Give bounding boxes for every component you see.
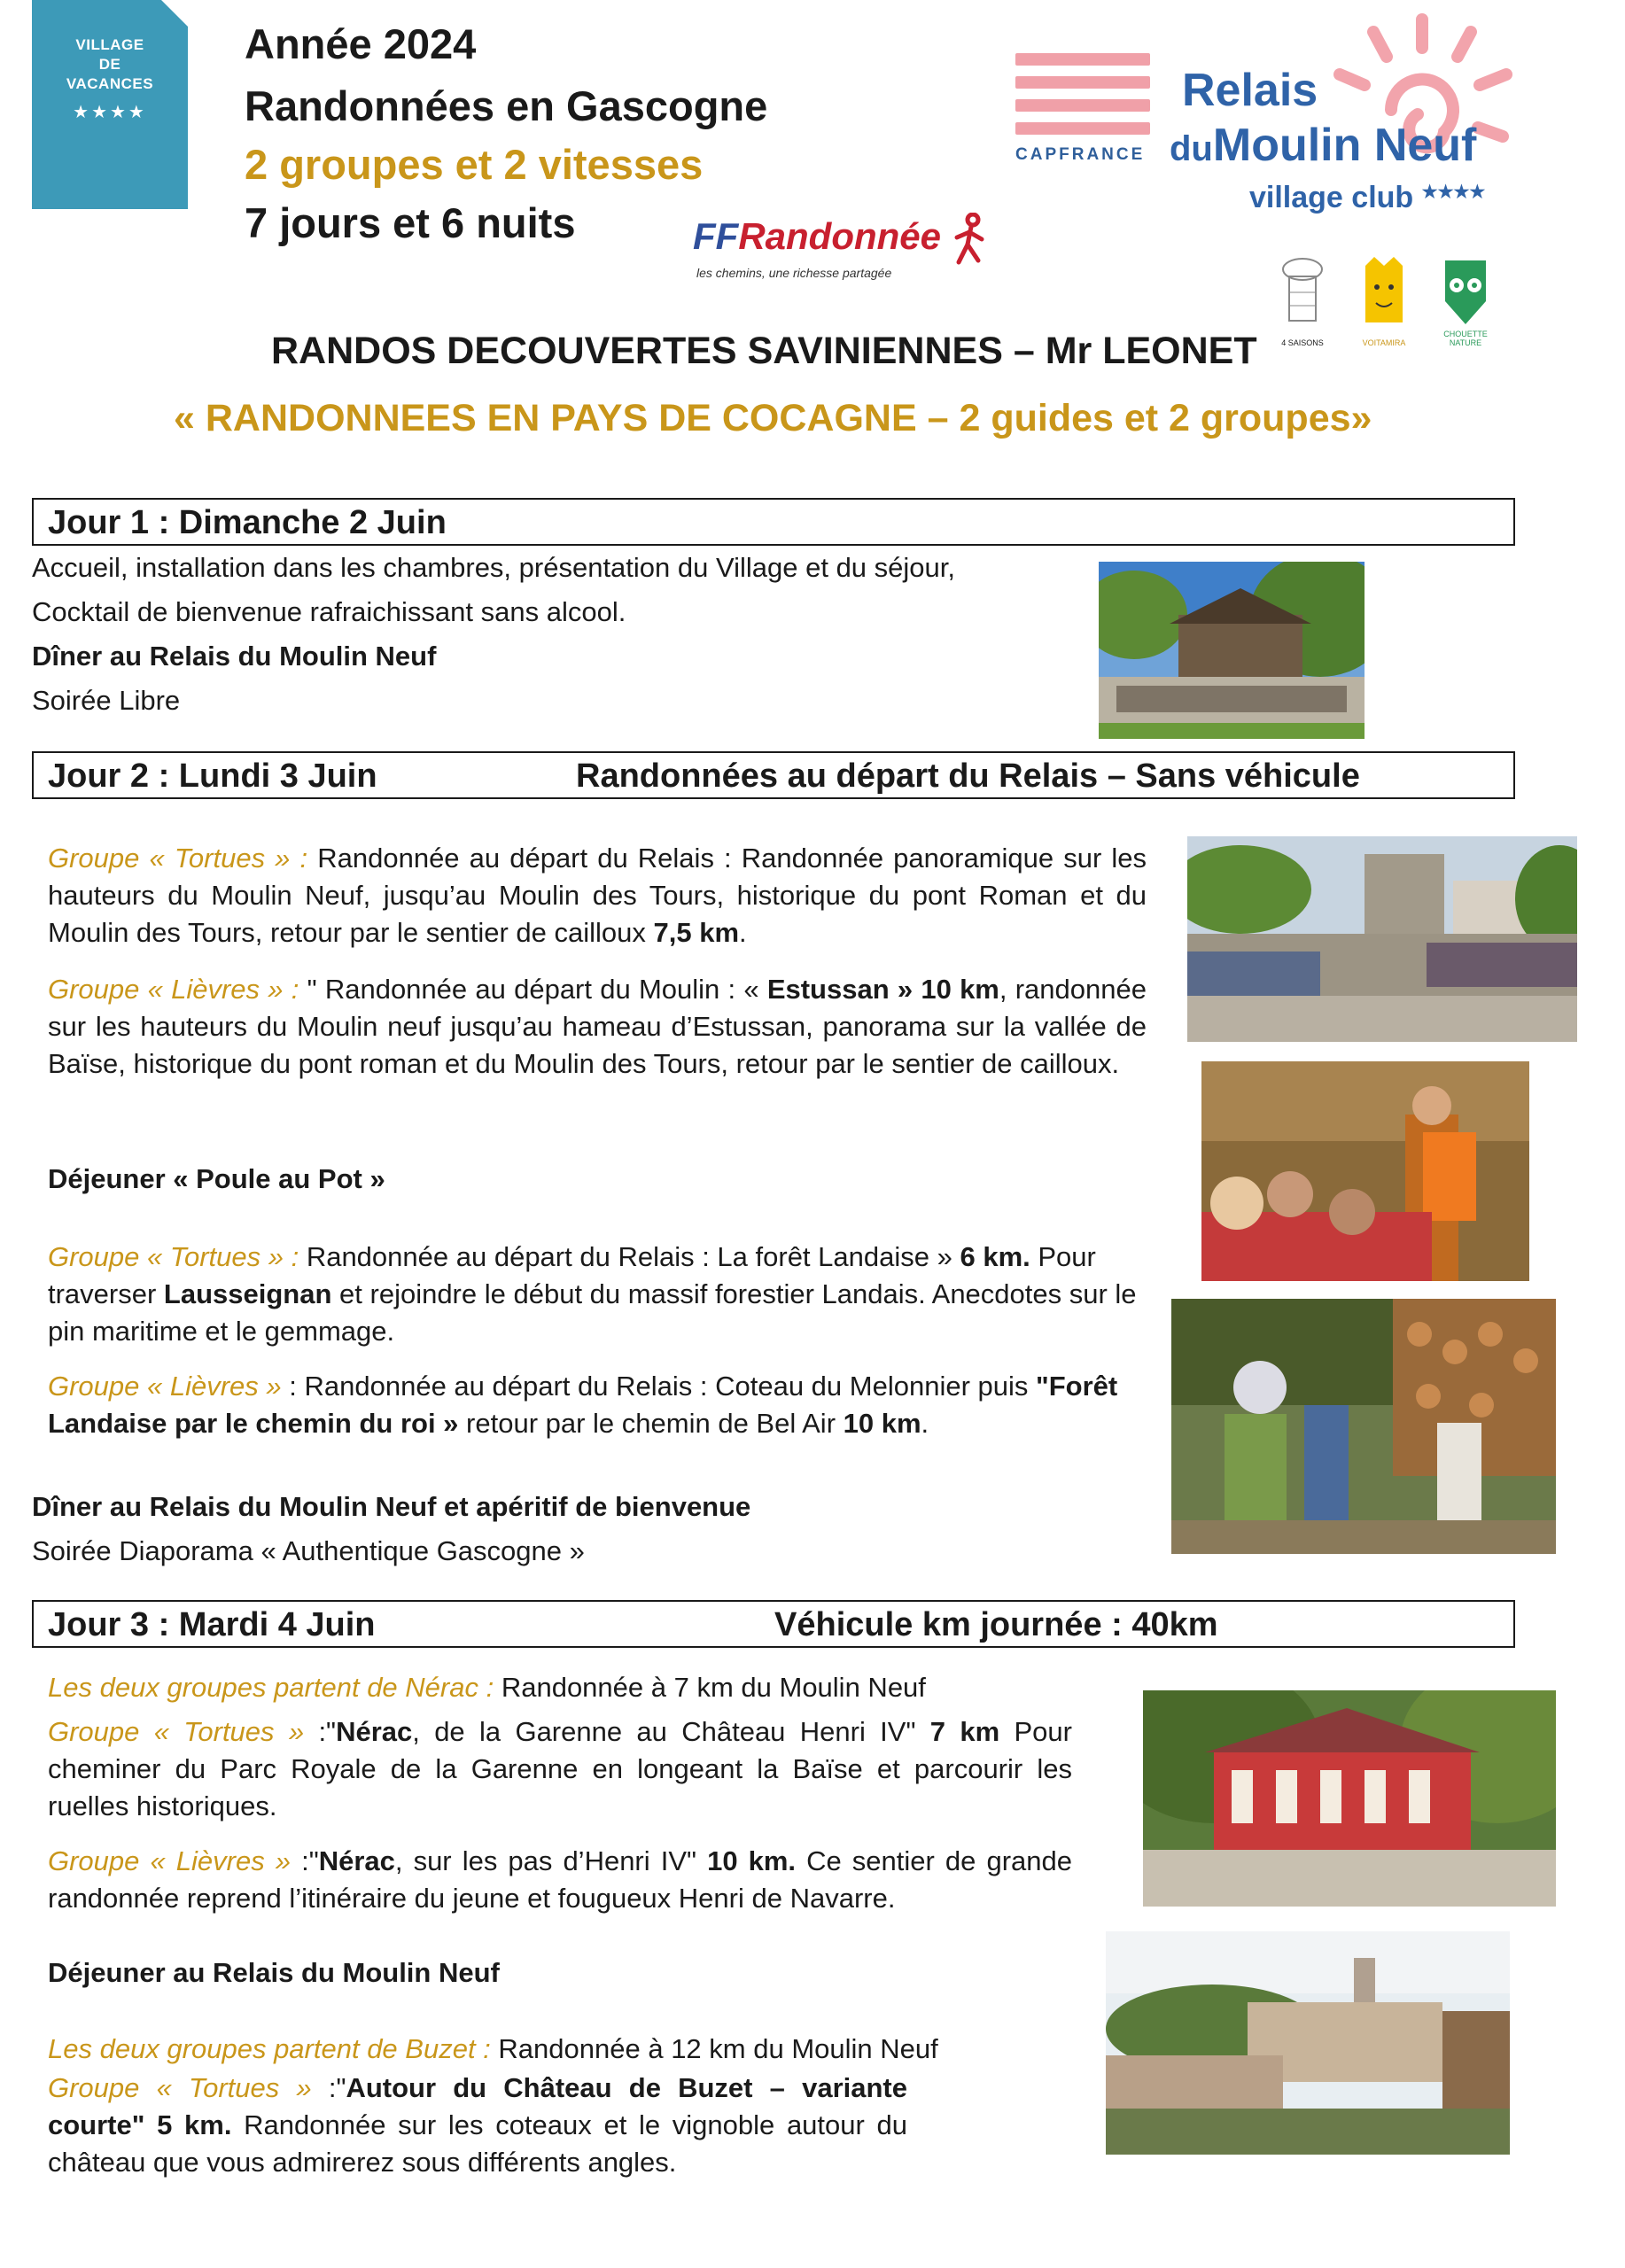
day3-buzet-label: Les deux groupes partent de Buzet :	[48, 2033, 491, 2064]
day1-line1: Accueil, installation dans les chambres, présentation du Village et du séjour,	[32, 552, 955, 583]
day3-tortues-2	[48, 2070, 907, 2181]
day2-lievres-2	[48, 1368, 1147, 1442]
hiker-icon	[952, 213, 987, 266]
day3-l1-text-b: , sur les pas d’Henri IV"	[394, 1845, 708, 1876]
group-lievres-label: Groupe « Lièvres »	[48, 1371, 282, 1402]
day2-heading-right: Randonnées au départ du Relais – Sans véhicule	[576, 757, 1360, 795]
chef-hat-icon	[1279, 257, 1326, 337]
title-region: Randonnées en Gascogne	[245, 82, 768, 129]
day3-t1-km: 7 km	[929, 1716, 1000, 1747]
title-duration: 7 jours et 6 nuits	[245, 199, 576, 246]
day2-t2-text-b: Pour traverser	[48, 1241, 1096, 1309]
group-lievres-label: Groupe « Lièvres »	[48, 1845, 302, 1876]
day1-evening: Soirée Libre	[32, 685, 181, 716]
capfrance-name: CAPFRANCE	[1015, 145, 1146, 164]
ffr-randonnee: Randonnée	[738, 215, 941, 258]
day3-buzet-text: Randonnée à 12 km du Moulin Neuf	[490, 2033, 938, 2064]
day2-t2-place: Lausseignan	[163, 1278, 332, 1309]
title-year: Année 2024	[245, 20, 477, 67]
badge-line2: DE	[98, 56, 121, 73]
relais-title-line1: Relais	[1182, 65, 1318, 116]
day2-evening: Soirée Diaporama « Authentique Gascogne »	[32, 1535, 585, 1566]
day2-tortues-2	[48, 1239, 1147, 1350]
day2-t2-km: 6 km.	[960, 1241, 1030, 1272]
day3-t2-bold: Autour du Château de Buzet – variante courte" 5 km.	[48, 2072, 907, 2140]
day1-text	[32, 549, 1077, 719]
day3-nerac-label: Les deux groupes partent de Nérac :	[48, 1672, 494, 1703]
day1-heading: Jour 1 : Dimanche 2 Juin	[48, 504, 447, 541]
lunch-guide-photo	[1201, 1061, 1529, 1281]
day3-l1-text-c: Ce sentier de grande randonnée reprend l’itinéraire du jeune et fougueux Henri de Navarre.	[48, 1845, 1072, 1914]
day3-l1-text-a: :"	[301, 1845, 319, 1876]
day2-l2-end: .	[921, 1408, 929, 1439]
owl-icon	[1442, 257, 1489, 328]
relais-title-line2: Moulin Neuf	[1212, 120, 1477, 171]
hikers-resting-photo	[1187, 836, 1577, 1042]
day3-nerac-intro	[48, 1669, 1076, 1706]
day2-l1-text-b: , randonnée sur les hauteurs du Moulin neuf jusqu’au hameau d’Estussan, panorama sur la vallée de Baïse, historique du pont roman et du Moulin des Tours, retour par le sentier de cailloux.	[48, 974, 1147, 1079]
day2-tortues-1	[48, 840, 1147, 951]
village-de-vacances-badge	[32, 0, 188, 209]
ffr-ff: FF	[693, 215, 739, 258]
day3-buzet-intro	[48, 2031, 1076, 2068]
day2-heading-box	[32, 751, 1515, 799]
nerac-pavilion-photo	[1143, 1690, 1556, 1907]
group-tortues-label: Groupe « Tortues »	[48, 2072, 329, 2103]
day2-lunch: Déjeuner « Poule au Pot »	[48, 1163, 385, 1194]
logo-voitamira-label: VOITAMIRA	[1362, 338, 1406, 347]
logo-4saisons	[1276, 257, 1329, 347]
ffr-slogan: les chemins, une richesse partagée	[696, 266, 892, 280]
day2-l1-text-a: " Randonnée au départ du Moulin : «	[299, 974, 767, 1005]
day3-t1-text-a: :"	[318, 1716, 337, 1747]
logo-voitamira	[1357, 257, 1411, 347]
day1-dinner: Dîner au Relais du Moulin Neuf	[32, 641, 437, 672]
day2-l2-text-b: retour par le chemin de Bel Air	[458, 1408, 844, 1439]
day3-heading-box	[32, 1600, 1515, 1648]
day3-lievres-1	[48, 1843, 1072, 1917]
sub-title: « RANDONNEES EN PAYS DE COCAGNE – 2 guides et 2 groupes»	[174, 397, 1372, 439]
day2-t1-end: .	[739, 917, 747, 948]
logo-chouette-label: CHOUETTE NATURE	[1443, 330, 1488, 347]
day1-line2: Cocktail de bienvenue rafraichissant sans alcool.	[32, 596, 626, 627]
logo-chouette-nature	[1439, 257, 1492, 347]
relais-moulin-neuf-logo	[1170, 12, 1515, 225]
day3-t1-bold: Nérac	[336, 1716, 413, 1747]
day2-t1-text: Randonnée au départ du Relais : Randonnée panoramique sur les hauteurs du Moulin Neuf, jusqu’au Moulin des Tours, historique du pont Roman et du Moulin des Tours, retour par le sentier de cailloux	[48, 843, 1147, 948]
group-tortues-label: Groupe « Tortues » :	[48, 843, 308, 874]
day3-heading-right: Véhicule km journée : 40km	[774, 1606, 1218, 1643]
day2-lievres-1	[48, 971, 1147, 1083]
day3-nerac-text: Randonnée à 7 km du Moulin Neuf	[494, 1672, 926, 1703]
day2-l2-bold: "Forêt Landaise par le chemin du roi »	[48, 1371, 1118, 1439]
capfrance-logo	[1015, 53, 1150, 165]
title-groups: 2 groupes et 2 vitesses	[245, 141, 704, 188]
main-title: RANDOS DECOUVERTES SAVINIENNES – Mr LEONET	[271, 330, 1257, 372]
crown-face-icon	[1360, 257, 1408, 337]
badge-line3: VACANCES	[66, 75, 154, 92]
day3-heading: Jour 3 : Mardi 4 Juin	[48, 1606, 376, 1643]
day2-t2-text-c: et rejoindre le début du massif forestier Landais. Anecdotes sur le pin maritime et le gemmage.	[48, 1278, 1137, 1347]
day3-t2-text-b: Randonnée sur les coteaux et le vignoble autour du château que vous admirerez sous différents angles.	[48, 2109, 908, 2178]
day3-lunch: Déjeuner au Relais du Moulin Neuf	[48, 1957, 500, 1988]
relais-title-line3: village club	[1249, 181, 1414, 214]
day2-l2-km: 10 km	[843, 1408, 921, 1439]
day3-l1-bold: Nérac	[318, 1845, 395, 1876]
group-tortues-label: Groupe « Tortues »	[48, 1716, 319, 1747]
group-tortues-label: Groupe « Tortues » :	[48, 1241, 299, 1272]
day2-dinner: Dîner au Relais du Moulin Neuf et apéritif de bienvenue	[32, 1491, 751, 1522]
badge-line1: VILLAGE	[75, 36, 144, 53]
day1-heading-box	[32, 498, 1515, 546]
ffrandonnee-logo	[693, 213, 987, 280]
day3-l1-km: 10 km.	[707, 1845, 797, 1876]
day2-t1-km: 7,5 km	[653, 917, 740, 948]
day2-heading: Jour 2 : Lundi 3 Juin	[48, 757, 377, 795]
group-lievres-label: Groupe « Lièvres » :	[48, 974, 299, 1005]
forest-hikers-photo	[1171, 1299, 1556, 1554]
relais-stars: ★★★★	[1421, 183, 1486, 202]
day2-l2-text-a: : Randonnée au départ du Relais : Coteau du Melonnier puis	[281, 1371, 1036, 1402]
day3-t1-text-b: , de la Garenne au Château Henri IV"	[412, 1716, 930, 1747]
day2-l1-bold: Estussan » 10 km	[766, 974, 999, 1005]
day3-t2-text-a: :"	[328, 2072, 346, 2103]
day3-t1-text-c: Pour cheminer du Parc Royale de la Garenne en longeant la Baïse et parcourir les ruelles historiques.	[48, 1716, 1072, 1821]
badge-stars: ★★★★	[73, 103, 147, 122]
relais-title-du: du	[1170, 129, 1213, 168]
day2-t2-text-a: Randonnée au départ du Relais : La forêt Landaise »	[299, 1241, 960, 1272]
day3-tortues-1	[48, 1713, 1072, 1825]
relais-terrace-photo	[1099, 562, 1365, 739]
logo-4saisons-label: 4 SAISONS	[1281, 338, 1324, 347]
buzet-village-photo	[1106, 1931, 1510, 2155]
